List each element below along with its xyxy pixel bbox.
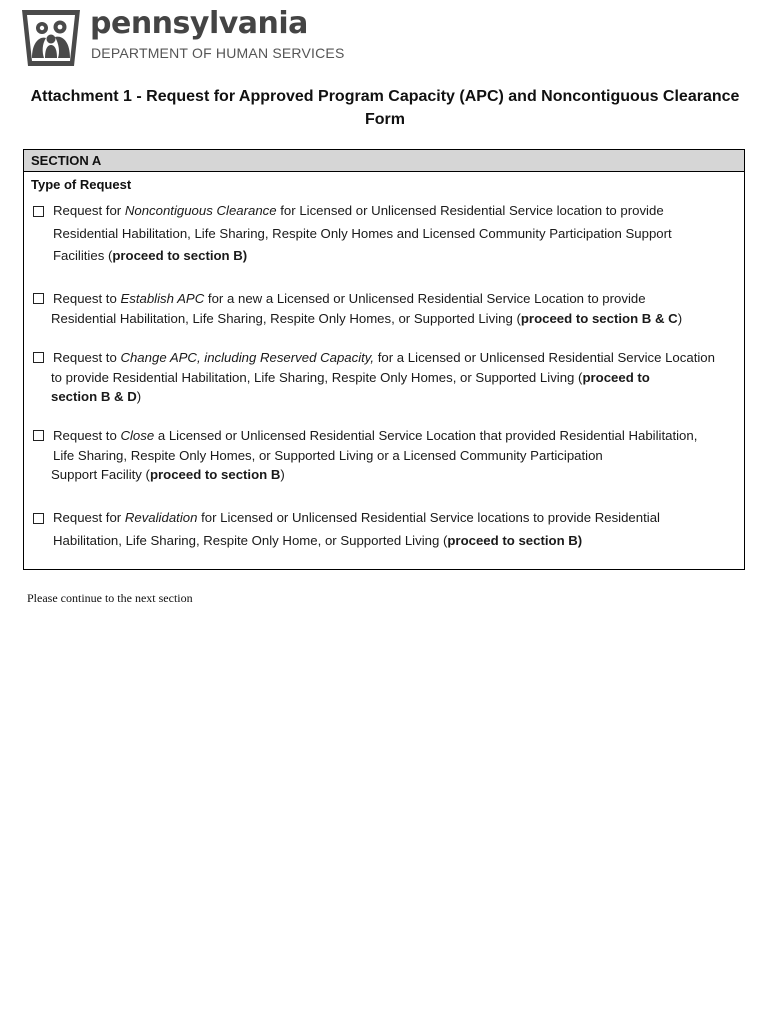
proceed-instruction: proceed to: [582, 369, 650, 385]
option-close: Request to Close a Licensed or Unlicensed Residential Service Location that provided Residential Habilitation, Life Sharing, Respite Only Homes, or Supported Living or a Licensed Community Participation Support Facility (proceed to section B): [31, 426, 736, 485]
continue-note: Please continue to the next section: [27, 591, 193, 605]
term-change-apc: Change APC, including Reserved Capacity,: [120, 350, 375, 365]
proceed-instruction-cont: section B & D: [51, 389, 137, 404]
type-of-request-label: Type of Request: [31, 177, 132, 192]
section-a: [23, 149, 745, 570]
document-title-line-2: Form: [365, 111, 405, 128]
checkbox-revalidation[interactable]: [33, 513, 44, 524]
proceed-instruction: proceed to section B: [149, 467, 281, 482]
department-name: DEPARTMENT OF HUMAN SERVICES: [91, 45, 345, 61]
checkbox-change-apc[interactable]: [33, 352, 44, 363]
option-establish-apc: Request to Establish APC for a new a Licensed or Unlicensed Residential Service Location to provide Residential Habilitation, Life Sharing, Respite Only Homes, or Supported Living (proceed to section B & C): [31, 289, 736, 328]
term-noncontiguous-clearance: Noncontiguous Clearance: [124, 203, 277, 218]
option-noncontiguous-clearance: Request for Noncontiguous Clearance for Licensed or Unlicensed Residential Service location to provide Residential Habilitation, Life Sharing, Respite Only Homes and Licensed Community Participation Support Facilities (proceed to section B): [31, 200, 736, 268]
checkbox-close[interactable]: [33, 430, 44, 441]
document-title: [20, 85, 750, 131]
option-change-apc: Request to Change APC, including Reserved Capacity, for a Licensed or Unlicensed Residential Service Location to provide Residential Habilitation, Life Sharing, Respite Only Homes, or Supported Living (proceed to section B & D): [31, 348, 736, 407]
keystone-family-logo-icon: [18, 8, 84, 68]
checkbox-establish-apc[interactable]: [33, 293, 44, 304]
document-title-line-1: Attachment 1 - Request for Approved Program Capacity (APC) and Noncontiguous Clearance: [30, 88, 740, 105]
option-revalidation: Request for Revalidation for Licensed or Unlicensed Residential Service locations to provide Residential Habilitation, Life Sharing, Respite Only Home, or Supported Living (proceed to section B): [31, 507, 736, 552]
proceed-instruction: proceed to section B): [112, 248, 248, 263]
term-establish-apc: Establish APC: [120, 291, 205, 306]
proceed-instruction: proceed to section B): [447, 532, 583, 548]
term-close: Close: [120, 428, 155, 443]
checkbox-noncontiguous-clearance[interactable]: [33, 206, 44, 217]
proceed-instruction: proceed to section B & C: [520, 310, 678, 326]
section-a-header: SECTION A: [24, 150, 744, 172]
brand-name: pennsylvania: [90, 6, 308, 41]
term-revalidation: Revalidation: [124, 510, 198, 525]
